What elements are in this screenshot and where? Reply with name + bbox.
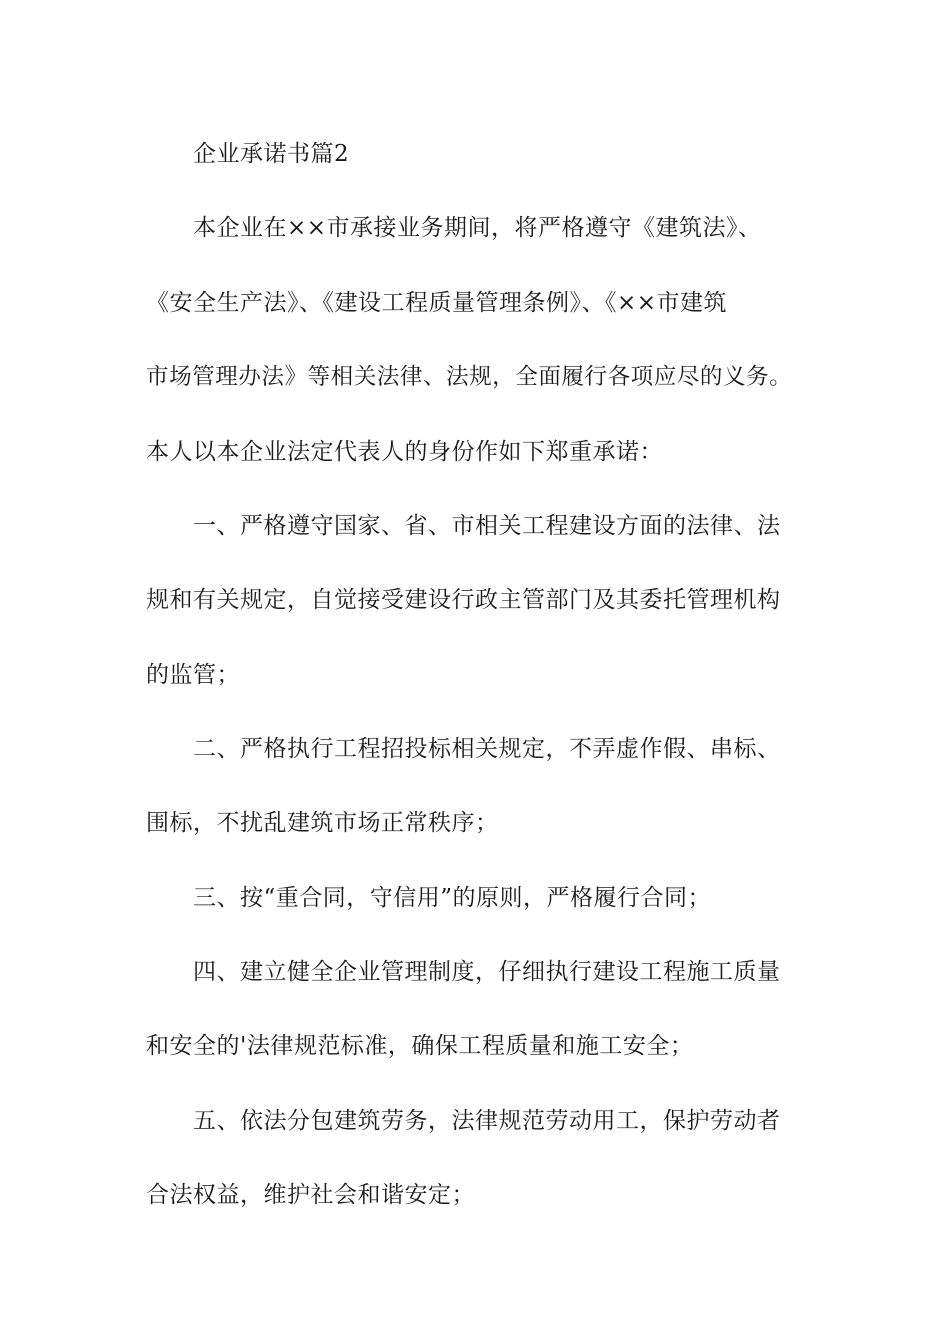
text-line: 二、严格执行工程招投标相关规定，不弄虚作假、串标、 xyxy=(193,736,781,762)
text-line: 的监管； xyxy=(146,662,240,688)
text-line: 本企业在××市承接业务期间，将严格遵守《建筑法》、 xyxy=(193,215,762,241)
text-line: 《安全生产法》、《建设工程质量管理条例》、《××市建筑 xyxy=(146,290,728,316)
text-line: 本人以本企业法定代表人的身份作如下郑重承诺： xyxy=(146,439,663,465)
text-line: 一、严格遵守国家、省、市相关工程建设方面的法律、法 xyxy=(193,513,781,539)
text-line: 围标，不扰乱建筑市场正常秩序； xyxy=(146,810,499,836)
text-line: 三、按“重合同，守信用”的原则，严格履行合同； xyxy=(193,885,712,911)
text-line: 市场管理办法》等相关法律、法规，全面履行各项应尽的义务。 xyxy=(146,364,793,390)
text-line: 四、建立健全企业管理制度，仔细执行建设工程施工质量 xyxy=(193,959,781,985)
document-title: 企业承诺书篇2 xyxy=(193,141,350,167)
text-line: 规和有关规定，自觉接受建设行政主管部门及其委托管理机构 xyxy=(146,587,781,613)
text-line: 和安全的'法律规范标准，确保工程质量和施工安全； xyxy=(146,1033,694,1059)
text-line: 合法权益，维护社会和谐安定； xyxy=(146,1182,475,1208)
text-line: 五、依法分包建筑劳务，法律规范劳动用工，保护劳动者 xyxy=(193,1108,781,1134)
